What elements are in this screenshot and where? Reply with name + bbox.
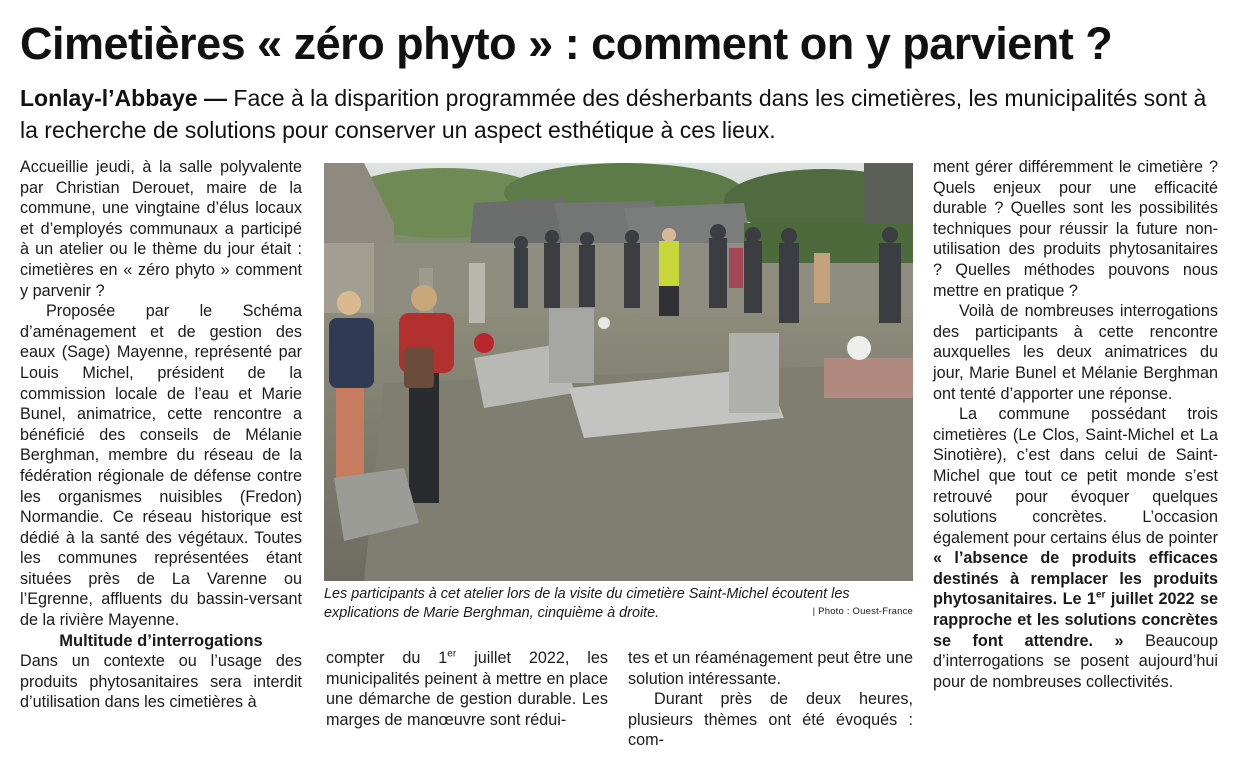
col5-paragraph-2: Durant près de deux heures, plusieurs thèmes ont été évoqués : com- [628, 690, 913, 750]
headline: Cimetières « zéro phyto » : comment on y parvient ? [20, 18, 1113, 69]
col3-paragraph-3 [933, 404, 1218, 692]
column-3-bottom [628, 648, 913, 751]
col1-paragraph-3: Dans un contexte ou l’usage des produits phytosanitaires sera interdit d’utilisation dans les cimetières à [20, 652, 302, 712]
col4-text-b: juillet 2022, les municipalités peinent à mettre en place une démarche de gestion durable. Les marges de manœuvre sont rédui- [326, 649, 608, 729]
column-2-bottom [326, 648, 608, 730]
quote-b: juillet 2022 se rapproche et les solutions concrètes se font attendre. » [933, 590, 1219, 650]
quote-sup: er [1095, 590, 1106, 602]
subheading: Multitude d’interrogations [59, 631, 263, 650]
column-4 [933, 157, 1218, 692]
photo-caption [324, 585, 913, 623]
col4-text-a: compter du 1 [326, 649, 448, 667]
col5-paragraph-1: tes et un réaménagement peut être une solution intéressante. [628, 649, 913, 688]
col1-paragraph-1: Accueillie jeudi, à la salle polyvalente par Christian Derouet, maire de la commune, une vingtaine d’élus locaux et d’employés communaux a participé à un atelier ou le thème du jour était : cimetières en « zéro phyto » comment y parvenir ? [20, 158, 302, 300]
chapo-text: Face à la disparition programmée des désherbants dans les cimetières, les municipalités sont à la recherche de solutions pour conserver un aspect esthétique à ces lieux. [20, 85, 1207, 143]
col3-paragraph-2: Voilà de nombreuses interrogations des participants à cette rencontre auxquelles les deux animatrices du jour, Marie Bunel et Mélanie Berghman ont tenté d’apporter une réponse. [933, 302, 1218, 403]
photo-credit: | Photo : Ouest-France [812, 606, 913, 617]
col4-sup: er [447, 648, 457, 660]
col3-paragraph-1: ment gérer différemment le cimetière ? Quels enjeux pour une efficacité durable ? Quelles sont les possibilités techniques pour réussir la future non-utilisation des produits phytosanitaires ? Quelles méthodes pouvons nous mettre en pratique ? [933, 158, 1218, 300]
column-1 [20, 157, 302, 713]
col1-paragraph-2: Proposée par le Schéma d’aménagement et de gestion des eaux (Sage) Mayenne, représenté par Louis Michel, président de la commission locale de l’eau et Marie Bunel, animatrice, cette rencontre a bénéficié des conseils de Mélanie Berghman, membre du réseau de la fédération régionale de défense contre les organismes nuisibles (Fredon) Normandie. Ce réseau historique est dédié à la santé des végétaux. Toutes les communes représentées étant situées près de La Varenne ou l’Egrenne, affluents du bassin-versant de la rivière Mayenne. [20, 302, 302, 630]
col3-text-b: Beaucoup d’interrogations se posent aujourd’hui pour de nombreuses collectivités. [933, 631, 1219, 691]
quote-a: « l’absence de produits efficaces destinés à remplacer les produits phytosanitaires. Le 1 [933, 549, 1218, 609]
cemetery-photo [324, 163, 913, 581]
col4-paragraph-1 [326, 648, 608, 730]
chapo-location: Lonlay-l’Abbaye — [20, 85, 228, 111]
chapo [20, 82, 1230, 146]
col3-text-a: La commune possédant trois cimetières (Le Clos, Saint-Michel et La Sinotière), c’est dans celui de Saint-Michel que tout ce petit monde s’est retrouvé pour évoquer quelques solutions concrètes. L’occasion également pour certains élus de pointer [933, 405, 1218, 547]
caption-text: Les participants à cet atelier lors de la visite du cimetière Saint-Michel écoutent les explications de Marie Berghman, cinquième à droite. [324, 586, 850, 621]
